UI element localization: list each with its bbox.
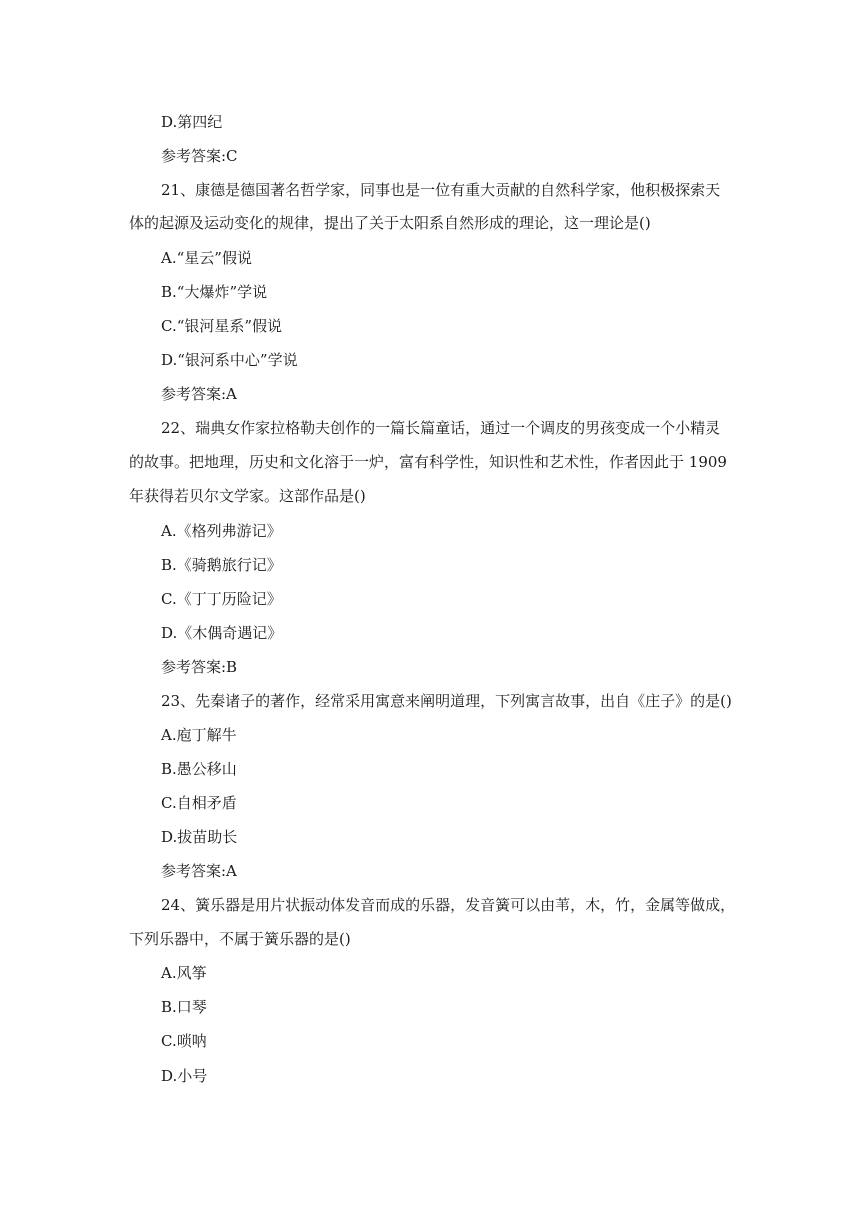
- q22-option-c: C.《丁丁历险记》: [161, 590, 282, 608]
- q22-option-b: B.《骑鹅旅行记》: [161, 556, 282, 574]
- q24-option-c: C.唢呐: [161, 1032, 207, 1050]
- q23-option-c: C.自相矛盾: [161, 794, 237, 812]
- q21-stem-line1: 21、康德是德国著名哲学家，同事也是一位有重大贡献的自然科学家，他积极探索天: [161, 181, 721, 199]
- q23-answer: 参考答案:A: [161, 862, 237, 880]
- q24-stem-line2: 下列乐器中，不属于簧乐器的是(): [129, 930, 351, 948]
- q20-answer: 参考答案:C: [161, 147, 238, 165]
- q21-stem-line2: 体的起源及运动变化的规律，提出了关于太阳系自然形成的理论，这一理论是(): [129, 214, 651, 232]
- q21-option-b: B.“大爆炸”学说: [161, 283, 268, 301]
- q21-option-d: D.“银河系中心”学说: [161, 351, 298, 369]
- q20-option-d: D.第四纪: [161, 113, 223, 131]
- q24-option-d: D.小号: [161, 1067, 208, 1085]
- q22-option-a: A.《格列弗游记》: [161, 522, 282, 540]
- q24-stem-line1: 24、簧乐器是用片状振动体发音而成的乐器，发音簧可以由苇，木，竹，金属等做成，: [161, 896, 736, 914]
- q24-option-a: A.风筝: [161, 964, 207, 982]
- q23-option-a: A.庖丁解牛: [161, 726, 237, 744]
- q22-stem-line1: 22、瑞典女作家拉格勒夫创作的一篇长篇童话，通过一个调皮的男孩变成一个小精灵: [161, 419, 721, 437]
- q23-stem-line1: 23、先秦诸子的著作，经常采用寓意来阐明道理，下列寓言故事，出自《庄子》的是(): [161, 692, 732, 710]
- q21-option-a: A.“星云”假说: [161, 249, 252, 267]
- q22-stem-line2: 的故事。把地理，历史和文化溶于一炉，富有科学性，知识性和艺术性，作者因此于 1909: [129, 453, 727, 471]
- q23-option-d: D.拔苗助长: [161, 828, 238, 846]
- q22-answer: 参考答案:B: [161, 658, 238, 676]
- q21-option-c: C.“银河星系”假说: [161, 317, 283, 335]
- q22-option-d: D.《木偶奇遇记》: [161, 624, 283, 642]
- q23-option-b: B.愚公移山: [161, 760, 237, 778]
- q21-answer: 参考答案:A: [161, 385, 237, 403]
- q22-stem-line3: 年获得若贝尔文学家。这部作品是(): [129, 487, 366, 505]
- q24-option-b: B.口琴: [161, 998, 207, 1016]
